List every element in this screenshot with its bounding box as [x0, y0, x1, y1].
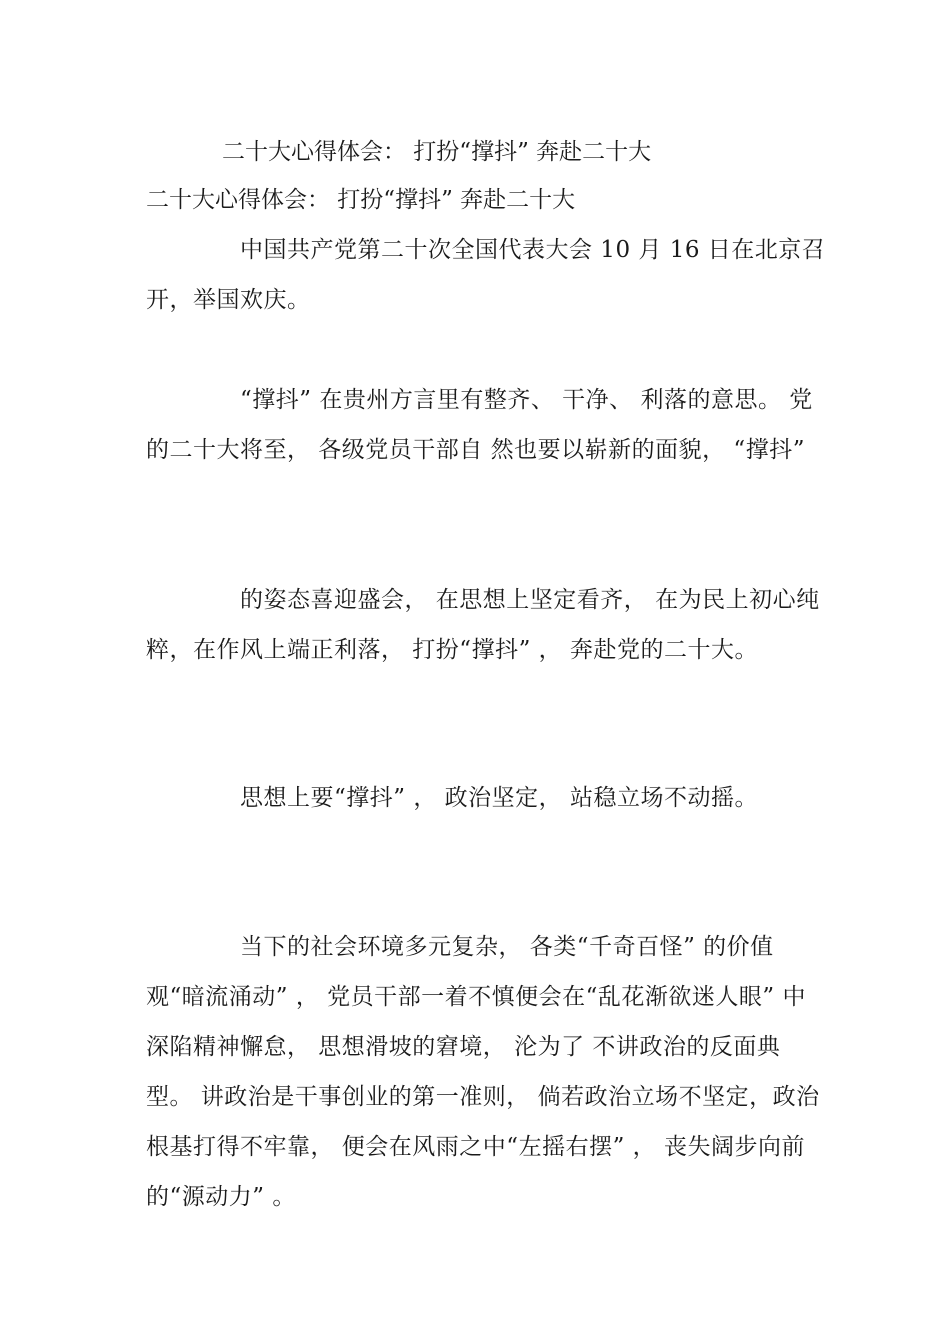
paragraph-3: 的姿态喜迎盛会， 在思想上坚定看齐， 在为民上初心纯粹，在作风上端正利落， 打扮“撑抖” ， 奔赴党的二十大。 [146, 587, 820, 663]
paragraph-5: 当下的社会环境多元复杂， 各类“千奇百怪” 的价值观“暗流涌动” ， 党员干部一着不慎便会在“乱花渐欲迷人眼” 中深陷精神懈怠， 思想滑坡的窘境， 沦为了 不讲政治的反面典型。 讲政治是干事创业的第一准则， 倘若政治立场不坚定，政治根基打得不牢靠， 便会在风雨之中“左摇右摆” ， 丧失阔步向前的“源动力” 。 [146, 934, 820, 1210]
paragraph-2: “撑抖” 在贵州方言里有整齐、 干净、 利落的意思。 党的二十大将至， 各级党员干部自 然也要以崭新的面貌， “撑抖” [146, 387, 813, 463]
document-title: 二十大心得体会： 打扮“撑抖” 奔赴二十大 [146, 187, 576, 213]
header-title: 二十大心得体会： 打扮“撑抖” 奔赴二十大 [222, 139, 652, 165]
paragraph-1: 中国共产党第二十次全国代表大会 10 月 16 日在北京召开，举国欢庆。 [146, 237, 826, 313]
paragraph-4: 思想上要“撑抖” ， 政治坚定， 站稳立场不动摇。 [240, 785, 758, 811]
